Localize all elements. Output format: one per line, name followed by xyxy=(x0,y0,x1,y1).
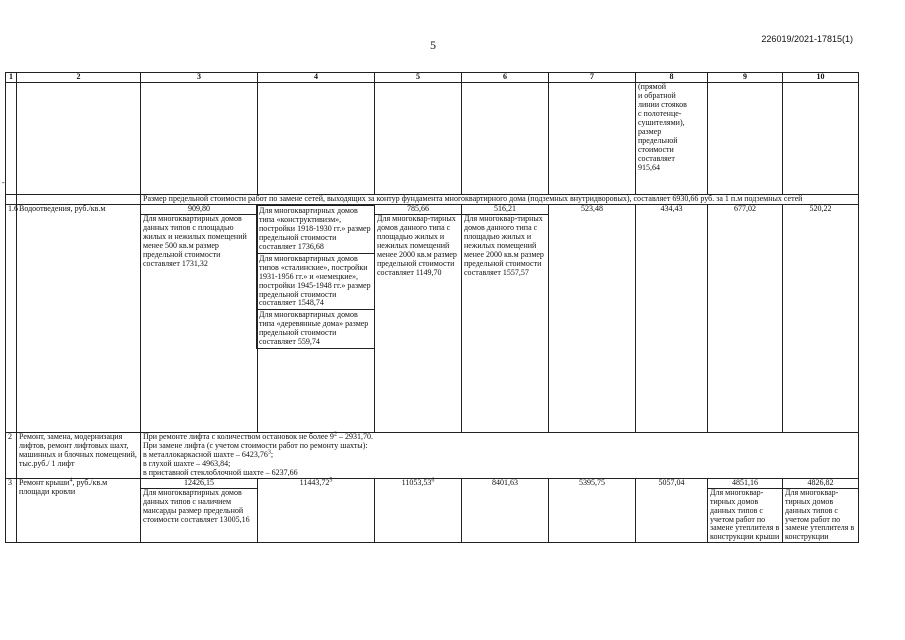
column-header: 9 xyxy=(708,73,783,83)
cell-col3 xyxy=(141,204,258,432)
row-number: 1.6 xyxy=(6,204,17,432)
column-header: 8 xyxy=(636,73,708,83)
column-header: 3 xyxy=(141,73,258,83)
page-number: 5 xyxy=(430,38,436,52)
column-header: 2 xyxy=(17,73,141,83)
value: 11443,72$^5$ xyxy=(258,478,375,543)
footnote-text: Для многоквартирных домов типа «конструктивизм», постройки 1918-1930 гг.» размер предельной стоимости составляет 1736,68 xyxy=(256,205,375,254)
continuation-row xyxy=(6,83,859,195)
column-header: 1 xyxy=(6,73,17,83)
value: 5395,75 xyxy=(549,478,636,543)
row-name: Ремонт, замена, модернизация лифтов, ремонт лифтовых шахт, машинных и блочных помещений, тыс.руб./ 1 лифт xyxy=(17,432,141,478)
value: 520,22 xyxy=(783,204,859,432)
cell-col6 xyxy=(462,204,549,432)
value: 523,48 xyxy=(549,204,636,432)
cell-col3 xyxy=(141,478,258,543)
network-replacement-note: Размер предельной стоимости работ по замене сетей, выходящих за контур фундамента многоквартирного дома (подземных внутридворовых), составляет 6930,66 руб. за 1 п.м подземных сетей xyxy=(141,195,859,205)
row-name: Ремонт крыши$^4$, руб./кв.м площади кровли xyxy=(17,478,141,543)
continuation-col8-note: (прямой и обратной линии стояков с полотенце- сушителями), размер предельной стоимости составляет 915,64 xyxy=(636,83,708,195)
column-header: 6 xyxy=(462,73,549,83)
value: 4826,82 xyxy=(783,479,858,489)
cost-table xyxy=(5,72,859,543)
value: 434,43 xyxy=(636,204,708,432)
footnote-text: Для многоквар-тирных домов данных типов с учетом работ по замене утеплителя в конструкции xyxy=(785,487,855,542)
value: 8401,63 xyxy=(462,478,549,543)
column-header: 7 xyxy=(549,73,636,83)
lift-cost-text: При ремонте лифта с количеством остановок не более $9^2 - 2931,70$. При замене лифта (с учетом стоимости работ по ремонту шахты): в металлокаркасной шахте – 6423,76$^3$; в глухой шахте – 4963,84; в приставной стеклоблочной шахте – 6237,66 xyxy=(141,432,859,478)
row-number: 2 xyxy=(6,432,17,478)
table-row-3 xyxy=(6,478,859,543)
footnote-text: Для многоквартирных домов типов «сталинские», постройки 1931-1956 гг.» и «немецкие», постройки 1945-1948 гг.» размер предельной стоимости составляет 1548,74 xyxy=(256,254,375,311)
value: 4851,16 xyxy=(708,479,782,489)
cell-col5 xyxy=(375,204,462,432)
network-note-row xyxy=(6,195,859,205)
table-row-2 xyxy=(6,432,859,478)
column-header: 5 xyxy=(375,73,462,83)
value: 5057,04 xyxy=(636,478,708,543)
row-name: Водоотведения, руб./кв.м xyxy=(17,204,141,432)
value: 516,21 xyxy=(462,205,548,215)
document-id: 226019/2021-17815(1) xyxy=(761,34,853,44)
footnote-text: Для многоквартирных домов данных типов с наличием мансарды размер предельной стоимости составляет 13005,16 xyxy=(143,487,250,524)
margin-mark: - xyxy=(2,178,5,187)
column-header-row xyxy=(6,73,859,83)
value: 677,02 xyxy=(708,204,783,432)
footnote-text: Для многоквар-тирных домов данного типа с площадью жилых и нежилых помещений менее 2000 кв.м размер предельной стоимости составляет 1557,57 xyxy=(464,213,544,277)
footnote-text: Для многоквартирных домов типа «деревянные дома» размер предельной стоимости составляет 559,74 xyxy=(256,310,375,349)
cell-col4 xyxy=(258,204,375,432)
cell-col9 xyxy=(708,478,783,543)
column-header: 10 xyxy=(783,73,859,83)
value: 909,80 xyxy=(141,205,257,215)
row-number: 3 xyxy=(6,478,17,543)
value: 785,66 xyxy=(375,205,461,215)
value: 11053,53$^6$ xyxy=(375,478,462,543)
footnote-text: Для многоквар-тирных домов данного типа с площадью жилых и нежилых помещений менее 2000 кв.м размер предельной стоимости составляет 1149,70 xyxy=(377,213,457,277)
column-header: 4 xyxy=(258,73,375,83)
cell-col10 xyxy=(783,478,859,543)
footnote-text: Для многоквартирных домов данных типов с площадью жилых и нежилых помещений менее 500 кв.м размер предельной стоимости составляет 1731,32 xyxy=(143,213,247,268)
value: 12426,15 xyxy=(141,479,257,489)
table-row-1-6 xyxy=(6,204,859,432)
footnote-text: Для многоквар-тирных домов данных типов с учетом работ по замене утеплителя в конструкции крыши xyxy=(710,487,780,542)
